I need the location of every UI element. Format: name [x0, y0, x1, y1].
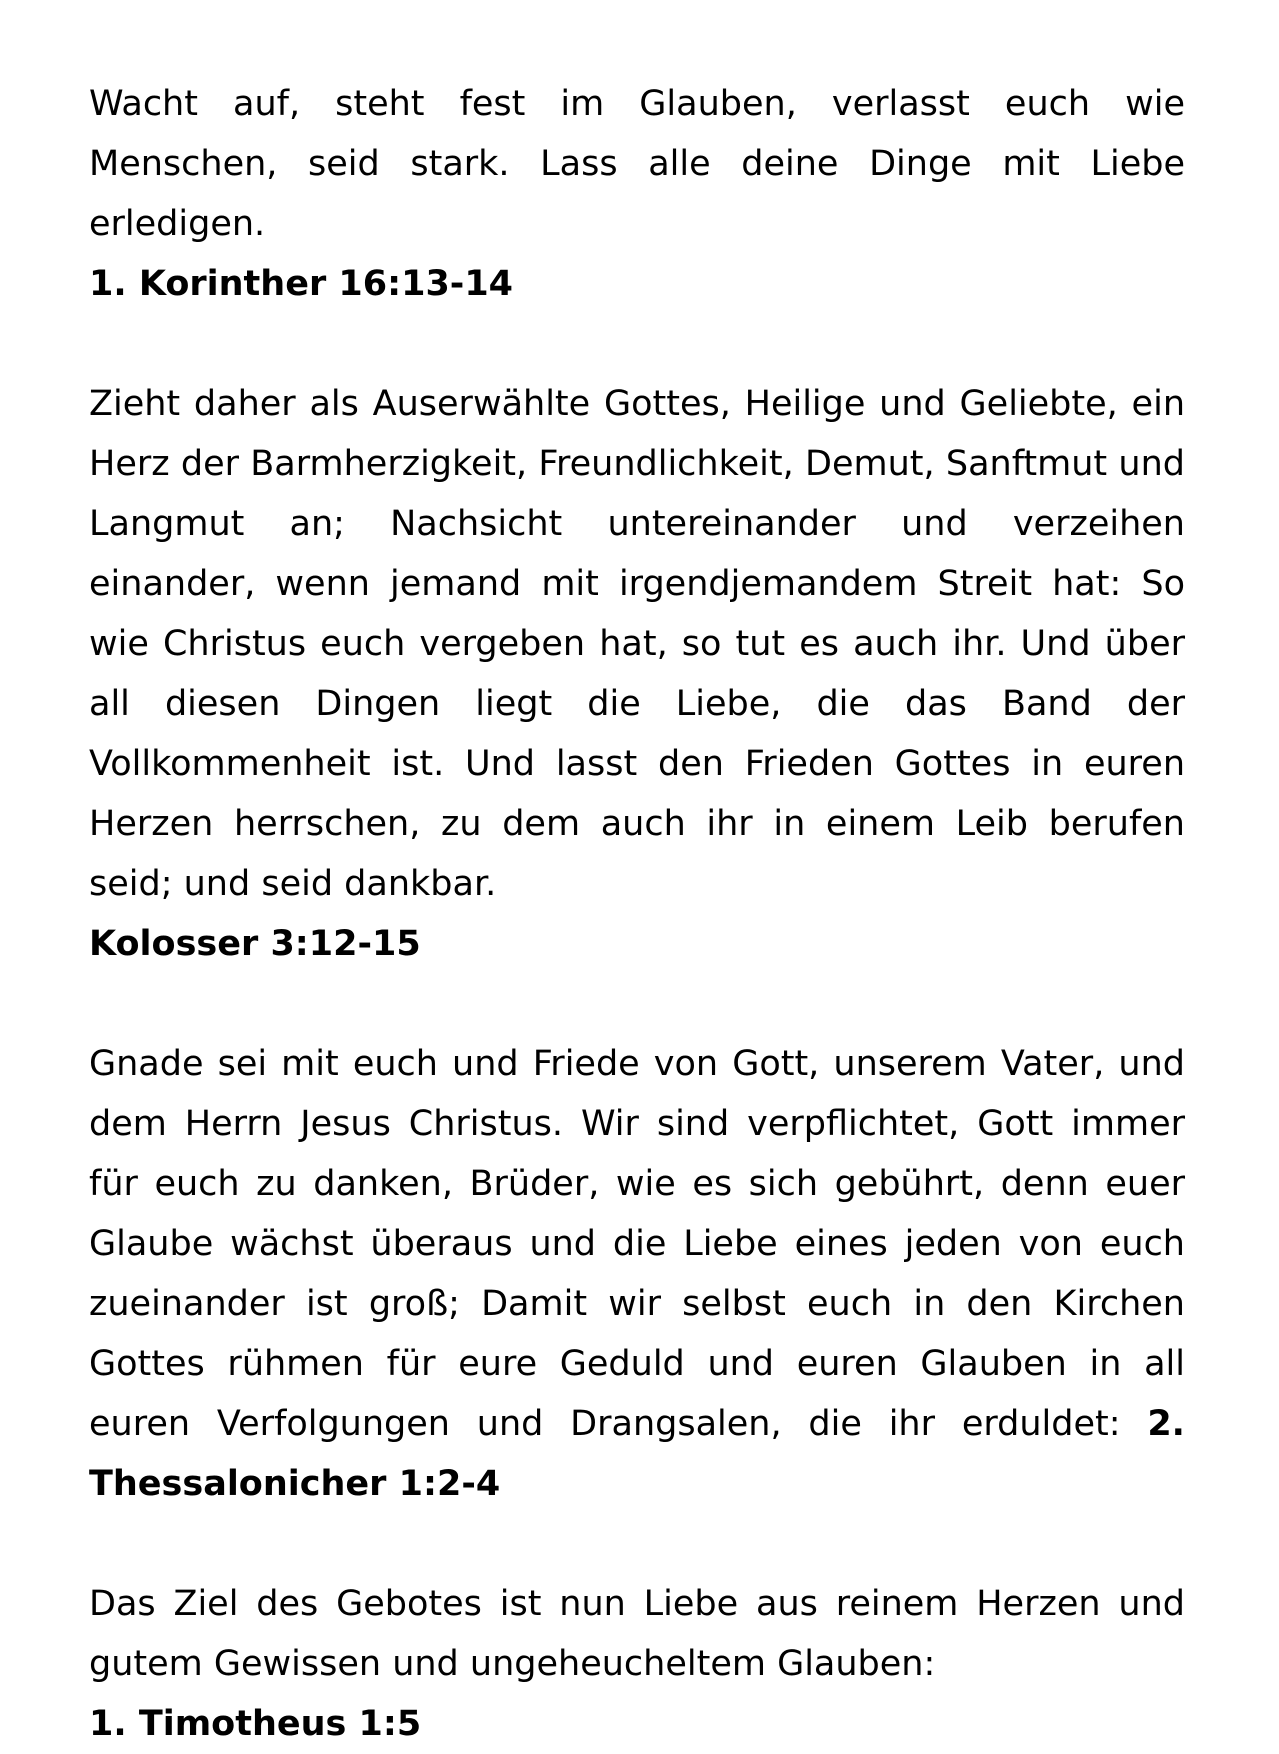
passage-thessalonians — [89, 1034, 1185, 1514]
verse-text: Wacht auf, steht fest im Glauben, verlasst euch wie Menschen, seid stark. Lass alle deine Dinge mit Liebe erledigen. — [89, 84, 1185, 244]
verse-reference: 2. Thessalonicher 1:2-4 — [89, 1404, 1185, 1504]
verse-reference: Kolosser 3:12-15 — [89, 924, 421, 964]
passage-1-corinthians — [89, 74, 1185, 314]
document-page — [89, 74, 1185, 1754]
verse-reference: 1. Timotheus 1:5 — [89, 1704, 422, 1744]
verse-text: Das Ziel des Gebotes ist nun Liebe aus reinem Herzen und gutem Gewissen und ungeheucheltem Glauben: — [89, 1584, 1185, 1684]
passage-timothy — [89, 1574, 1185, 1754]
passage-colossians — [89, 374, 1185, 974]
verse-text: Gnade sei mit euch und Friede von Gott, unserem Vater, und dem Herrn Jesus Christus. Wir sind verpflichtet, Gott immer für euch zu danken, Brüder, wie es sich gebührt, denn euer Glaube wächst überaus und die Liebe eines jeden von euch zueinander ist groß; Damit wir selbst euch in den Kirchen Gottes rühmen für eure Geduld und euren Glauben in all euren Verfolgungen und Drangsalen, die ihr erduldet: — [89, 1044, 1185, 1444]
verse-reference: 1. Korinther 16:13-14 — [89, 264, 514, 304]
verse-text: Zieht daher als Auserwählte Gottes, Heilige und Geliebte, ein Herz der Barmherzigkeit, Freundlichkeit, Demut, Sanftmut und Langmut an; Nachsicht untereinander und verzeihen einander, wenn jemand mit irgendjemandem Streit hat: So wie Christus euch vergeben hat, so tut es auch ihr. Und über all diesen Dingen liegt die Liebe, die das Band der Vollkommenheit ist. Und lasst den Frieden Gottes in euren Herzen herrschen, zu dem auch ihr in einem Leib berufen seid; und seid dankbar. — [89, 384, 1185, 904]
